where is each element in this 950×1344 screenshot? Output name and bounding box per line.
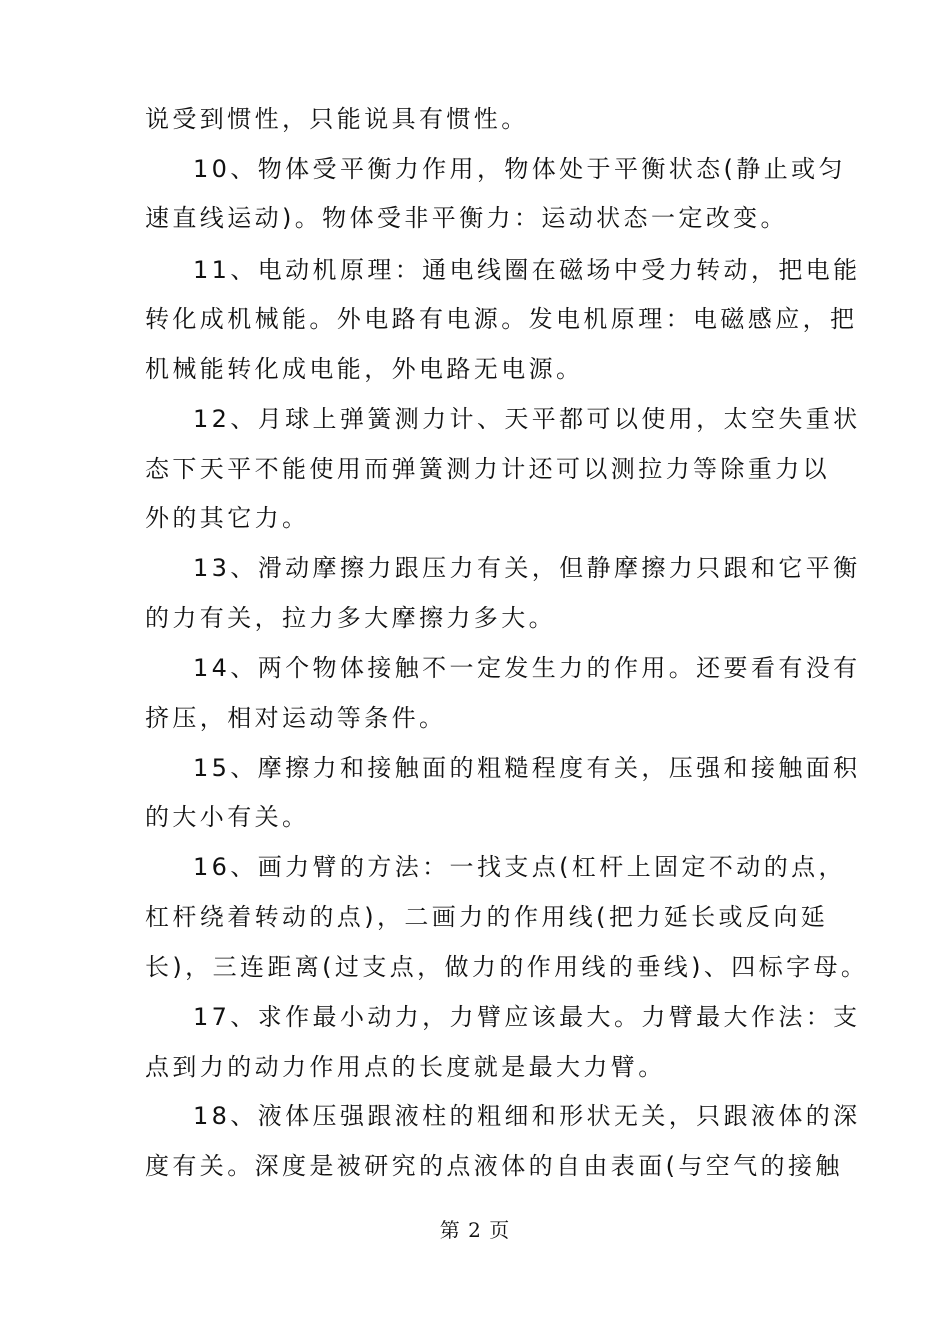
text-line: 外的其它力。: [145, 504, 310, 532]
page-number: 第 2 页: [439, 1218, 511, 1242]
text-line: 说受到惯性，只能说具有惯性。: [145, 105, 529, 133]
text-line: 14、两个物体接触不一定发生力的作用。还要看有没有: [193, 654, 861, 682]
text-line: 挤压，相对运动等条件。: [145, 704, 447, 732]
text-line: 态下天平不能使用而弹簧测力计还可以测拉力等除重力以: [145, 455, 830, 483]
text-line: 的大小有关。: [145, 803, 310, 831]
text-line: 转化成机械能。外电路有电源。发电机原理：电磁感应，把: [145, 305, 858, 333]
text-line: 机械能转化成电能，外电路无电源。: [145, 355, 584, 383]
text-line: 度有关。深度是被研究的点液体的自由表面(与空气的接触: [145, 1152, 843, 1180]
text-line: 10、物体受平衡力作用，物体处于平衡状态(静止或匀: [193, 155, 846, 183]
text-line: 18、液体压强跟液柱的粗细和形状无关，只跟液体的深: [193, 1102, 861, 1130]
text-line: 15、摩擦力和接触面的粗糙程度有关，压强和接触面积: [193, 754, 861, 782]
text-line: 速直线运动)。物体受非平衡力：运动状态一定改变。: [145, 204, 788, 232]
text-line: 12、月球上弹簧测力计、天平都可以使用，太空失重状: [193, 405, 861, 433]
text-line: 点到力的动力作用点的长度就是最大力臂。: [145, 1053, 666, 1081]
text-line: 11、电动机原理：通电线圈在磁场中受力转动，把电能: [193, 256, 861, 284]
text-line: 杠杆绕着转动的点)，二画力的作用线(把力延长或反向延: [145, 903, 829, 931]
text-line: 17、求作最小动力，力臂应该最大。力臂最大作法：支: [193, 1003, 861, 1031]
text-line: 13、滑动摩擦力跟压力有关，但静摩擦力只跟和它平衡: [193, 554, 861, 582]
text-line: 16、画力臂的方法：一找支点(杠杆上固定不动的点，: [193, 853, 846, 881]
text-line: 的力有关，拉力多大摩擦力多大。: [145, 604, 556, 632]
text-line: 长)，三连距离(过支点，做力的作用线的垂线)、四标字母。: [145, 953, 869, 981]
